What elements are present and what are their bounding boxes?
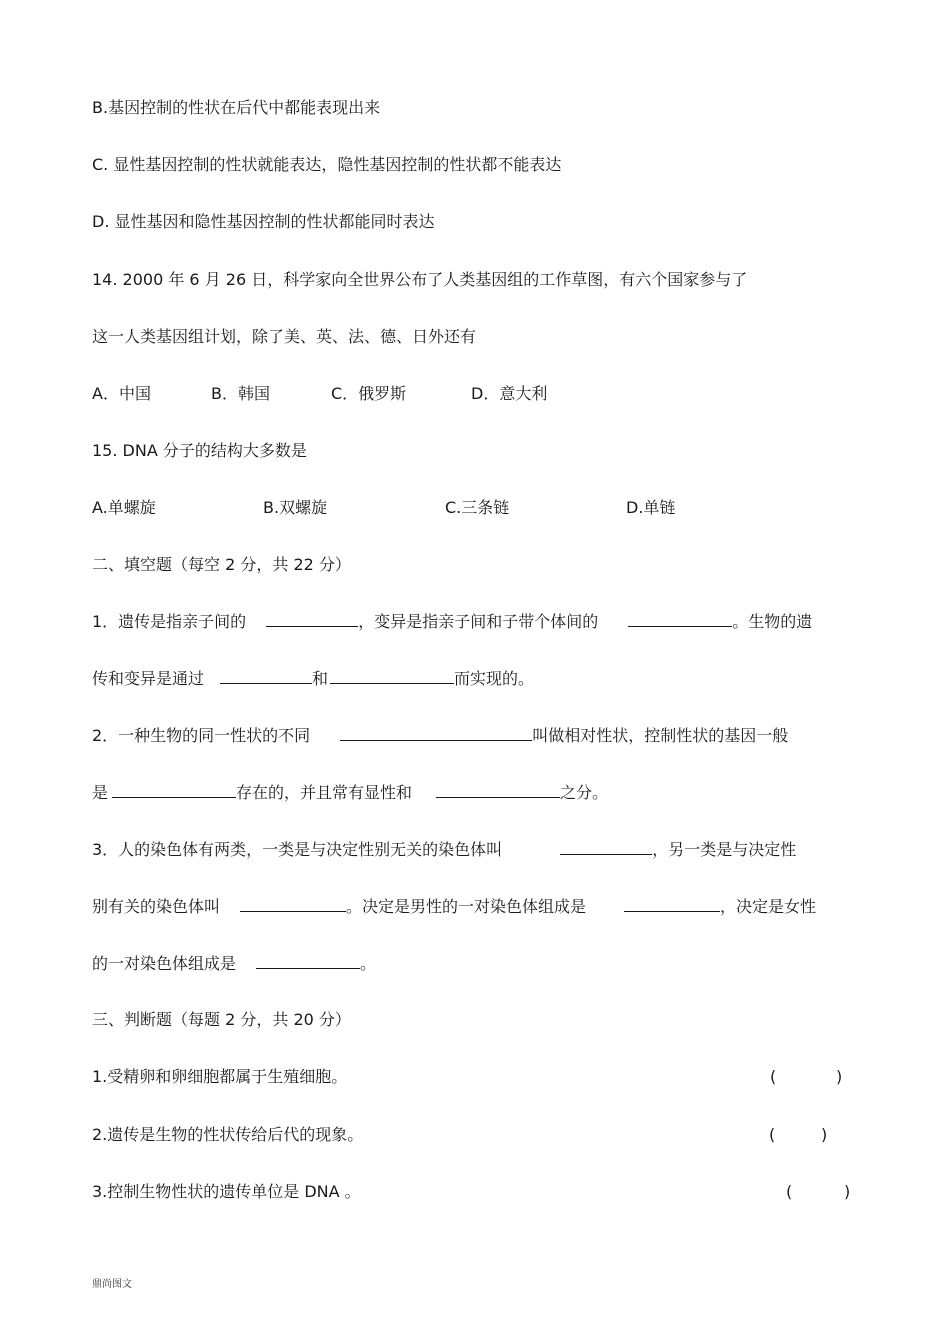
fill-blank[interactable] — [112, 782, 236, 798]
q13-option-d: D. 显性基因和隐性基因控制的性状都能同时表达 — [92, 212, 435, 231]
fill-blank[interactable] — [256, 953, 360, 969]
q14-stem-line2: 这一人类基因组计划，除了美、英、法、德、日外还有 — [92, 327, 477, 346]
fill-blank[interactable] — [266, 611, 358, 627]
fill-q1-text-f: 而实现的。 — [454, 669, 535, 688]
fill-q2-text-d: 存在的，并且常有显性和 — [236, 783, 413, 802]
footer-watermark: 鼎尚图文 — [92, 1279, 132, 1290]
fill-q1-text-b: ，变异是指亲子间和子带个体间的 — [358, 612, 599, 631]
fill-q1-text-a: 1．遗传是指亲子间的 — [92, 612, 247, 631]
judge-paren-close: ) — [844, 1182, 851, 1201]
section3-heading: 三、判断题（每题 2 分，共 20 分） — [92, 1010, 351, 1029]
fill-q3-text-g: 。 — [360, 954, 377, 973]
judge-item-3: 3.控制生物性状的遗传单位是 DNA 。 — [92, 1182, 361, 1201]
q15-option-a: A.单螺旋 — [92, 498, 156, 517]
q14-options — [92, 383, 792, 405]
q15-option-c: C.三条链 — [445, 498, 510, 517]
q13-option-b: B.基因控制的性状在后代中都能表现出来 — [92, 98, 381, 117]
judge-item-1: 1.受精卵和卵细胞都属于生殖细胞。 — [92, 1067, 348, 1086]
q15-options — [92, 497, 792, 519]
fill-q1-text-c: 。生物的遗 — [732, 612, 813, 631]
fill-blank[interactable] — [330, 668, 454, 684]
q14-stem-line1: 14. 2000 年 6 月 26 日，科学家向全世界公布了人类基因组的工作草图，有六个国家参与了 — [92, 270, 748, 289]
fill-q1-line2 — [92, 668, 534, 690]
judge-paren-open: ( — [770, 1067, 777, 1086]
judge-item-2: 2.遗传是生物的性状传给后代的现象。 — [92, 1125, 364, 1144]
fill-q3-text-d: 。决定是男性的一对染色体组成是 — [346, 897, 587, 916]
q14-option-b: B．韩国 — [211, 384, 270, 403]
fill-q3-line3 — [92, 953, 376, 975]
fill-q3-text-e: ，决定是女性 — [720, 897, 817, 916]
q14-option-c: C．俄罗斯 — [331, 384, 407, 403]
judge-paren-close: ) — [821, 1125, 828, 1144]
fill-q3-text-c: 别有关的染色体叫 — [92, 897, 221, 916]
fill-q3-text-f: 的一对染色体组成是 — [92, 954, 237, 973]
q14-option-a: A．中国 — [92, 384, 151, 403]
fill-q1-text-e: 和 — [312, 669, 329, 688]
fill-q2-text-c: 是 — [92, 783, 109, 802]
fill-q2-text-e: 之分。 — [560, 783, 609, 802]
fill-blank[interactable] — [436, 782, 560, 798]
fill-blank[interactable] — [560, 839, 652, 855]
section2-heading: 二、填空题（每空 2 分，共 22 分） — [92, 555, 351, 574]
judge-paren-open: ( — [786, 1182, 793, 1201]
fill-blank[interactable] — [340, 725, 532, 741]
judge-paren-open: ( — [769, 1125, 776, 1144]
fill-q1-text-d: 传和变异是通过 — [92, 669, 205, 688]
fill-blank[interactable] — [220, 668, 312, 684]
fill-q3-text-a: 3．人的染色体有两类，一类是与决定性别无关的染色体叫 — [92, 840, 503, 859]
fill-q3-line1 — [92, 839, 796, 861]
fill-q1-line1 — [92, 611, 812, 633]
q14-option-d: D．意大利 — [471, 384, 548, 403]
fill-q2-text-b: 叫做相对性状，控制性状的基因一般 — [532, 726, 789, 745]
q13-option-c: C. 显性基因控制的性状就能表达，隐性基因控制的性状都不能表达 — [92, 155, 562, 174]
fill-blank[interactable] — [624, 896, 720, 912]
fill-q2-text-a: 2．一种生物的同一性状的不同 — [92, 726, 311, 745]
fill-blank[interactable] — [628, 611, 732, 627]
fill-q3-line2 — [92, 896, 816, 918]
q15-option-b: B.双螺旋 — [263, 498, 328, 517]
q15-stem: 15. DNA 分子的结构大多数是 — [92, 441, 307, 460]
fill-q2-line1 — [92, 725, 788, 747]
fill-q2-line2 — [92, 782, 608, 804]
judge-paren-close: ) — [836, 1067, 843, 1086]
q15-option-d: D.单链 — [626, 498, 676, 517]
fill-blank[interactable] — [240, 896, 346, 912]
fill-q3-text-b: ，另一类是与决定性 — [652, 840, 797, 859]
